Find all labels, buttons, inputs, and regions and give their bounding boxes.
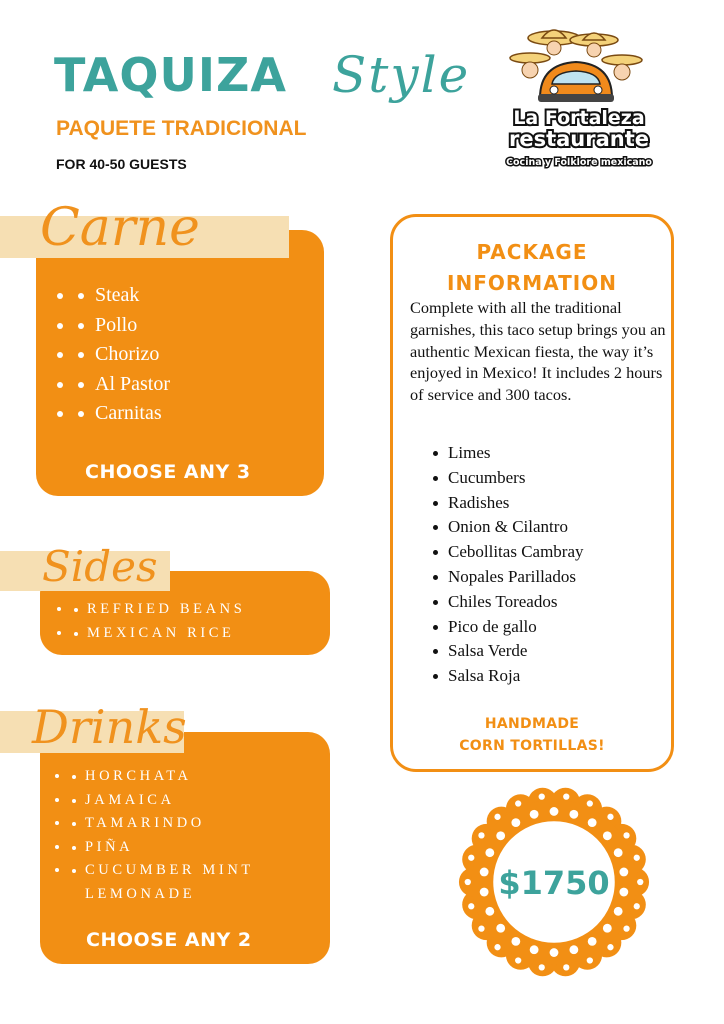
drinks-list [70, 765, 254, 906]
list-item: Nopales Parillados [431, 565, 584, 590]
package-title [393, 237, 671, 299]
list-item: • Al Pastor [75, 370, 170, 400]
package-description: Complete with all the traditional garnishes, this taco setup brings you an authentic Mexican fiesta, the way it’s enjoyed in Mexico! It includes 2 hours of service and 300 tacos. [410, 298, 666, 405]
list-item: • HORCHATA [70, 765, 254, 789]
drinks-heading: Drinks [32, 700, 187, 754]
title-style-script: Style [332, 46, 471, 104]
package-footer-line2: CORN TORTILLAS! [459, 738, 605, 754]
carne-heading: Carne [40, 198, 200, 258]
package-title-line2: INFORMATION [447, 271, 617, 295]
list-item: LEMONADE [85, 885, 196, 902]
list-item: • Chorizo [75, 340, 170, 370]
sides-heading: Sides [42, 542, 158, 591]
drinks-choose-note: CHOOSE ANY 2 [86, 929, 252, 951]
list-item: • Pollo [75, 311, 170, 341]
list-item: • CUCUMBER MINT [70, 859, 254, 883]
title-taquiza: TAQUIZA [54, 48, 287, 102]
car-icon [538, 62, 614, 102]
package-footer-line1: HANDMADE [484, 716, 580, 732]
logo-line2: restaurante [508, 127, 650, 151]
sides-list [72, 598, 245, 645]
list-item: Chiles Toreados [431, 590, 584, 615]
list-item: • TAMARINDO [70, 812, 254, 836]
guest-count: FOR 40-50 GUESTS [56, 156, 187, 172]
list-item: Pico de gallo [431, 615, 584, 640]
logo-line3: Cocina y Folklore mexicano [506, 157, 652, 168]
package-footer [393, 713, 671, 757]
package-title-line1: PACKAGE [476, 240, 588, 264]
list-item: • JAMAICA [70, 789, 254, 813]
list-item: Radishes [431, 491, 584, 516]
list-item: • Carnitas [75, 399, 170, 429]
list-item: Onion & Cilantro [431, 515, 584, 540]
price-label: $1750 [498, 864, 610, 902]
subtitle-paquete: PAQUETE TRADICIONAL [56, 117, 307, 140]
garnish-list [431, 441, 584, 689]
list-item: Limes [431, 441, 584, 466]
list-item: • REFRIED BEANS [72, 598, 245, 622]
carne-list [75, 281, 170, 429]
list-item: • Steak [75, 281, 170, 311]
list-item: Cucumbers [431, 466, 584, 491]
carne-choose-note: CHOOSE ANY 3 [85, 461, 251, 483]
list-item: Cebollitas Cambray [431, 540, 584, 565]
package-info-card [390, 214, 674, 772]
list-item: • PIÑA [70, 836, 254, 860]
list-item: Salsa Verde [431, 639, 584, 664]
logo-line1: La Fortaleza [513, 107, 645, 129]
list-item: Salsa Roja [431, 664, 584, 689]
restaurant-logo [494, 24, 664, 174]
list-item: • MEXICAN RICE [72, 622, 245, 646]
